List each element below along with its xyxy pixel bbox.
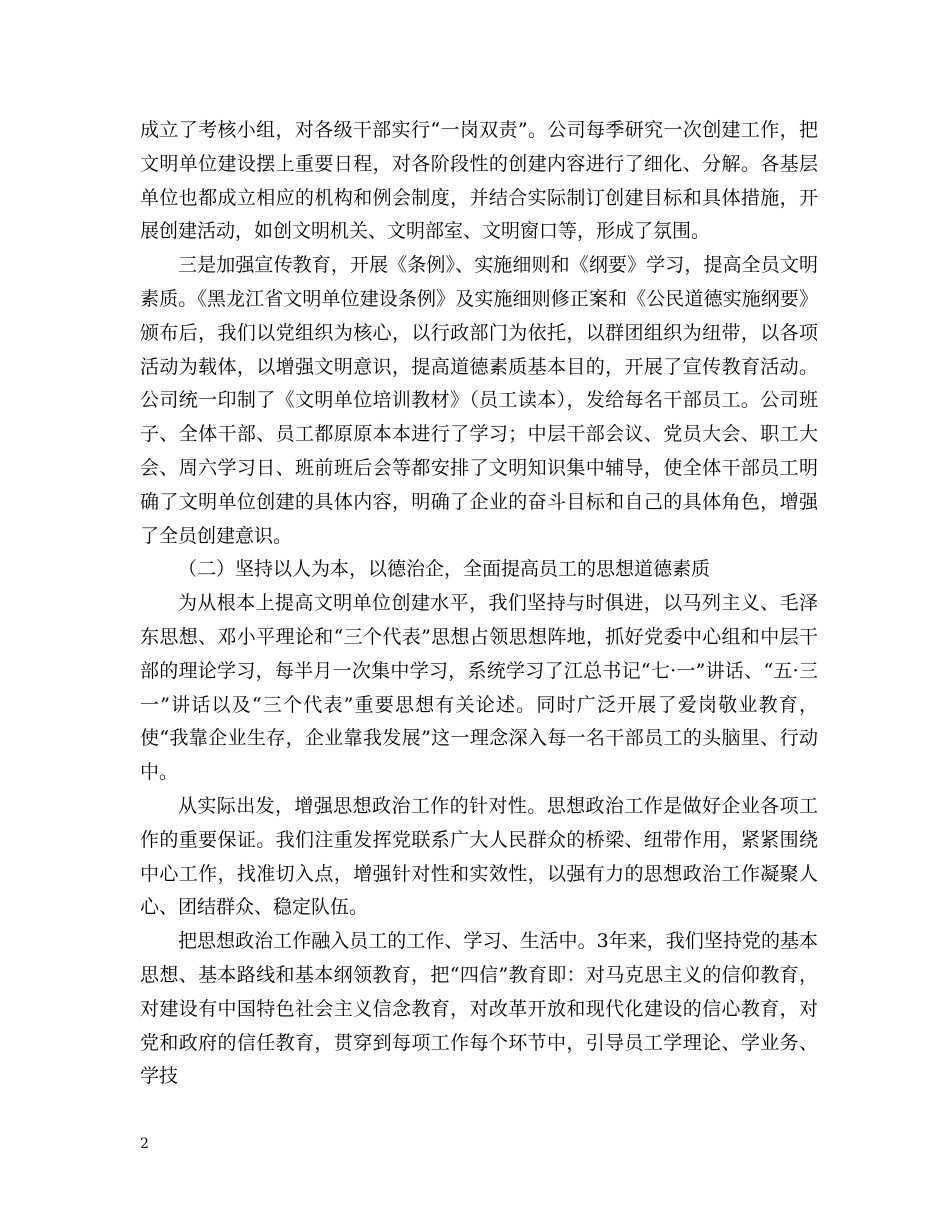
document-body [140,114,818,1094]
paragraph-publicity-education: 三是加强宣传教育，开展《条例》、实施细则和《纲要》学习，提高全员文明素质。《黑龙江省文明单位建设条例》及实施细则修正案和《公民道德实施纲要》颁布后，我们以党组织为核心，以行政部门为依托，以群团组织为纽带，以各项活动为载体，以增强文明意识，提高道德素质基本目的，开展了宣传教育活动。公司统一印制了《文明单位培训教材》（员工读本），发给每名干部员工。公司班子、全体干部、员工都原原本本进行了学习；中层干部会议、党员大会、职工大会、周六学习日、班前班后会等都安排了文明知识集中辅导，使全体干部员工明确了文明单位创建的具体内容，明确了企业的奋斗目标和自己的具体角色，增强了全员创建意识。 [140,254,818,547]
paragraph-continued: 成立了考核小组，对各级干部实行“一岗双责”。公司每季研究一次创建工作，把文明单位建设摆上重要日程，对各阶段性的创建内容进行了细化、分解。各基层单位也都成立相应的机构和例会制度，并结合实际制订创建目标和具体措施，开展创建活动，如创文明机关、文明部室、文明窗口等，形成了氛围。 [140,119,818,243]
paragraph-theory-study: 为从根本上提高文明单位创建水平，我们坚持与时俱进，以马列主义、毛泽东思想、邓小平理论和“三个代表”思想占领思想阵地，抓好党委中心组和中层干部的理论学习，每半月一次集中学习，系统学习了江总书记“七·一”讲话、“五·三一”讲话以及“三个代表”重要思想有关论述。同时广泛开展了爱岗敬业教育，使“我靠企业生存，企业靠我发展”这一理念深入每一名干部员工的头脑里、行动中。 [140,592,818,784]
page-number: 2 [140,1136,149,1152]
paragraph-political-work: 从实际出发，增强思想政治工作的针对性。思想政治工作是做好企业各项工作的重要保证。我们注重发挥党联系广大人民群众的桥梁、纽带作用，紧紧围绕中心工作，找准切入点，增强针对性和实效性，以强有力的思想政治工作凝聚人心、团结群众、稳定队伍。 [140,794,818,919]
section-subheading: （二）坚持以人为本，以德治企，全面提高员工的思想道德素质 [178,558,711,581]
paragraph-integration: 把思想政治工作融入员工的工作、学习、生活中。3年来，我们坚持党的基本思想、基本路线和基本纲领教育，把“四信”教育即：对马克思主义的信仰教育，对建设有中国特色社会主义信念教育，对改革开放和现代化建设的信心教育，对党和政府的信任教育，贯穿到每项工作每个环节中，引导员工学理论、学业务、学技 [140,930,818,1088]
